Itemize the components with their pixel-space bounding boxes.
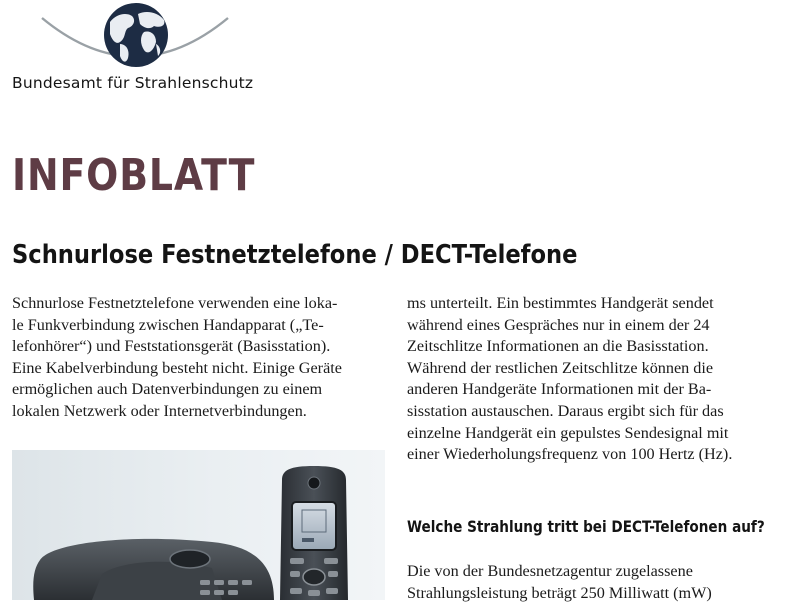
section-heading: Welche Strahlung tritt bei DECT-Telefonen auf? [407,517,765,536]
body-line: Die von der Bundesnetzagentur zugelassene [407,562,693,580]
globe-icon [40,0,250,74]
body-line: le Funkverbindung zwischen Handapparat („Te- [12,315,324,334]
dect-phone-photo [12,450,385,600]
page-title: Schnurlose Festnetztelefone / DECT-Telefone [12,240,578,270]
body-line: lokalen Netzwerk oder Internetverbindungen. [12,401,307,420]
document-type: INFOBLATT [12,150,256,201]
body-line: Strahlungsleistung beträgt 250 Milliwatt (mW) [407,583,712,602]
body-line: Schnurlose Festnetztelefone verwenden eine loka- [12,294,338,312]
body-line: einer Wiederholungsfrequenz von 100 Hertz (Hz). [407,445,733,464]
body-line: Zeitschlitze Informationen an die Basisstation. [407,337,709,356]
body-line: einzelne Handgerät ein gepulstes Sendesignal mit [407,423,729,442]
body-line: lefonhörer“) und Feststationsgerät (Basisstation). [12,337,331,356]
body-line: ms unterteilt. Ein bestimmtes Handgerät sendet [407,294,714,312]
body-line: während eines Gespräches nur in einem der 24 [407,315,710,334]
right-column [407,293,799,466]
body-line: Während der restlichen Zeitschlitze können die [407,358,714,377]
body-line: ermöglichen auch Datenverbindungen zu einem [12,380,323,399]
organization-name: Bundesamt für Strahlenschutz [12,74,254,92]
agency-logo [12,0,262,98]
left-column [12,293,392,423]
right-column-continued [407,561,799,604]
body-line: sisstation austauschen. Daraus ergibt sich für das [407,401,724,420]
body-line: Eine Kabelverbindung besteht nicht. Einige Geräte [12,358,342,377]
body-line: anderen Handgeräte Informationen mit der Ba- [407,380,712,399]
